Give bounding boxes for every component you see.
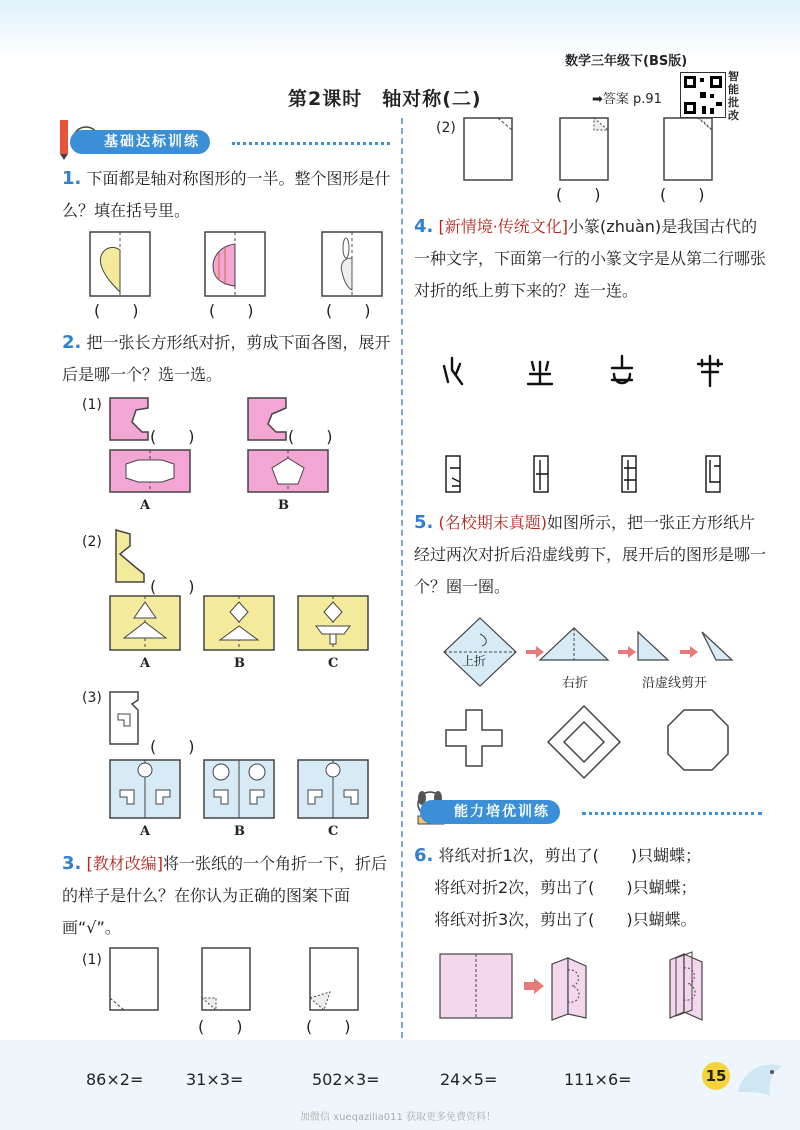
butterfly-folding-diagram xyxy=(440,950,740,1024)
question-4 xyxy=(414,211,766,307)
answer-blank[interactable]: ( ) xyxy=(326,301,371,320)
grade-label: 数学三年级下(BS版) xyxy=(565,54,688,69)
option-c-figure xyxy=(298,596,370,652)
unfolded-options xyxy=(444,706,764,780)
half-rabbit-figure xyxy=(322,232,384,298)
question-text: 如图所示，把一张正方形纸片经过两次对折后沿虚线剪下，展开后的图形是哪一个？圈一圈。 xyxy=(414,513,767,596)
folded-cut-blue xyxy=(110,688,150,748)
option-label: B xyxy=(234,656,245,671)
option-b-figure xyxy=(204,760,276,820)
part-label: (2) xyxy=(82,534,102,550)
part-label: (3) xyxy=(82,690,102,706)
question-2 xyxy=(62,327,392,391)
part-label: (2) xyxy=(436,120,456,136)
answer-reference: ➡答案 p.91 xyxy=(592,92,662,107)
question-line: 将纸对折3次，剪出了( )只蝴蝶。 xyxy=(434,910,697,929)
part-label: (1) xyxy=(82,397,102,413)
question-text: 下面都是轴对称图形的一半。整个图形是什么？填在括号里。 xyxy=(62,169,391,220)
question-text: 把一张长方形纸对折，剪成下面各图，展开后是哪一个？选一选。 xyxy=(62,333,391,384)
question-5 xyxy=(414,507,766,603)
option-b-figure xyxy=(248,450,330,494)
question-tag: (名校期末真题) xyxy=(438,513,547,532)
mental-math-item: 502×3= xyxy=(312,1070,380,1089)
answer-blank[interactable]: ( ) xyxy=(94,301,139,320)
watermark-text: 加微信 xueqazilia011 获取更多免费资料！ xyxy=(300,1112,497,1123)
question-line: 将纸对折2次，剪出了( )只蝴蝶； xyxy=(434,878,697,897)
mental-math-item: 86×2= xyxy=(86,1070,144,1089)
section-badge-advanced: 能力培优训练 xyxy=(420,800,560,824)
step-label: 上折 xyxy=(462,654,487,668)
folded-paper-characters-row xyxy=(440,452,780,498)
option-label: C xyxy=(328,824,339,839)
answer-blank[interactable]: ( ) xyxy=(288,427,333,446)
question-tag: [新情境·传统文化] xyxy=(438,217,569,236)
part-label: (1) xyxy=(82,952,102,968)
paper-corner-option-1 xyxy=(202,948,252,1012)
half-lantern-figure xyxy=(205,232,267,298)
smart-grading-label: 智能批改 xyxy=(728,70,739,122)
question-tag: [教材改编] xyxy=(86,854,163,873)
answer-blank[interactable]: ( ) xyxy=(150,427,195,446)
qr-pattern xyxy=(681,73,725,117)
option-a-figure xyxy=(110,596,182,652)
paper-corner-figure xyxy=(110,948,160,1012)
question-3 xyxy=(62,848,392,944)
page-title: 第2课时 轴对称(二) xyxy=(288,88,482,110)
answer-blank[interactable]: ( ) xyxy=(209,301,254,320)
question-number: 1. xyxy=(62,168,82,189)
page-number: 15 xyxy=(702,1062,730,1090)
option-label: B xyxy=(278,498,289,513)
question-1 xyxy=(62,163,392,227)
qr-code-icon[interactable] xyxy=(680,72,726,118)
question-line: 将纸对折1次，剪出了( )只蝴蝶； xyxy=(438,846,702,865)
section-divider-dots xyxy=(232,142,390,145)
folded-cut-yellow xyxy=(110,530,150,586)
mental-math-item: 111×6= xyxy=(564,1070,632,1089)
option-label: A xyxy=(140,824,151,839)
section-badge-basic: 基础达标训练 xyxy=(70,130,210,154)
question-number: 3. xyxy=(62,853,82,874)
section-divider-dots xyxy=(582,812,762,815)
option-b-figure xyxy=(204,596,276,652)
option-label: A xyxy=(140,498,151,513)
option-label: C xyxy=(328,656,339,671)
answer-blank[interactable]: ( ) xyxy=(150,737,195,756)
option-a-figure xyxy=(110,450,192,494)
option-a-figure xyxy=(110,760,182,820)
option-label: B xyxy=(234,824,245,839)
seal-script-characters-row xyxy=(440,352,780,392)
folded-cut-pink-2 xyxy=(248,398,288,442)
paper-corner-option-2 xyxy=(664,118,714,182)
question-text: 将一张纸的一个角折一下，折后的样子是什么？在你认为正确的图案下面画“√”。 xyxy=(62,854,387,937)
answer-blank[interactable]: ( ) xyxy=(556,185,601,204)
step-label: 右折 xyxy=(562,676,589,691)
question-number: 2. xyxy=(62,332,82,353)
mental-math-item: 31×3= xyxy=(186,1070,244,1089)
step-label: 沿虚线剪开 xyxy=(642,676,708,691)
column-divider xyxy=(401,118,403,1038)
paper-corner-option-2 xyxy=(310,948,360,1012)
mental-math-item: 24×5= xyxy=(440,1070,498,1089)
question-number: 5. xyxy=(414,512,434,533)
half-heart-figure xyxy=(90,232,152,298)
question-number: 6. xyxy=(414,845,434,866)
paper-corner-option-1 xyxy=(560,118,610,182)
answer-blank[interactable]: ( ) xyxy=(660,185,705,204)
option-label: A xyxy=(140,656,151,671)
answer-blank[interactable]: ( ) xyxy=(198,1017,243,1036)
answer-blank[interactable]: ( ) xyxy=(306,1017,351,1036)
question-text: 小篆(zhuàn)是我国古代的一种文字，下面第一行的小篆文字是从第二行哪张对折的纸上剪下来的？连一连。 xyxy=(414,217,767,300)
question-6 xyxy=(414,840,774,936)
folding-steps-diagram xyxy=(440,614,780,688)
dolphin-icon xyxy=(732,1052,792,1112)
option-c-figure xyxy=(298,760,370,820)
question-number: 4. xyxy=(414,216,434,237)
folded-cut-pink-1 xyxy=(110,398,150,442)
answer-blank[interactable]: ( ) xyxy=(150,577,195,596)
paper-corner-figure xyxy=(464,118,514,182)
